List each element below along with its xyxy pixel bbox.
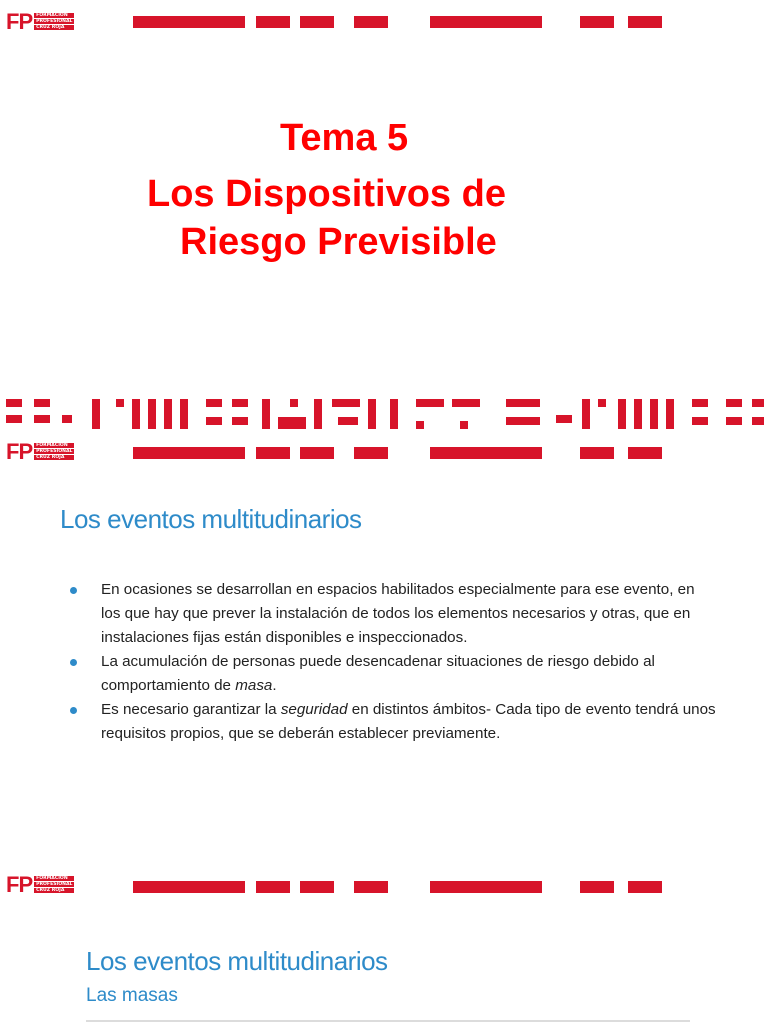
logo-tagline: FORMACIÓN PROFESIONAL CRUZ ROJA: [36, 443, 73, 460]
title-line-3: Riesgo Previsible: [180, 221, 497, 263]
section-subheading: Las masas: [86, 985, 178, 1006]
logo-mark: FP: [6, 872, 33, 897]
bullet-dot-icon: [70, 659, 77, 666]
logo-tagline: FORMACIÓN PROFESIONAL CRUZ ROJA: [36, 13, 73, 30]
bullet-item: Es necesario garantizar la seguridad en distintos ámbitos- Cada tipo de evento tendrá unos requisitos propios, que se deberán establecer previamente.: [68, 698, 718, 746]
fp-cruz-roja-logo: [6, 874, 74, 896]
title-line-1: Tema 5: [280, 117, 409, 159]
bullet-item: En ocasiones se desarrollan en espacios habilitados especialmente para ese evento, en los que hay que prever la instalación de todos los elementos necesarios y otras, que en instalaciones fijas están disponibles e inspeccionados.: [68, 578, 718, 650]
section-heading: Los eventos multitudinarios: [60, 504, 362, 534]
fp-cruz-roja-logo: [6, 11, 74, 33]
bullet-dot-icon: [70, 587, 77, 594]
section-heading: Los eventos multitudinarios: [86, 946, 388, 976]
logo-tagline: FORMACIÓN PROFESIONAL CRUZ ROJA: [36, 876, 73, 893]
logo-mark: FP: [6, 9, 33, 34]
divider-line: [86, 1020, 690, 1022]
logo-mark: FP: [6, 439, 33, 464]
slide-1: [0, 0, 768, 395]
fp-cruz-roja-logo: [6, 441, 74, 463]
bullet-list: [68, 578, 718, 746]
bullet-item: La acumulación de personas puede desencadenar situaciones de riesgo debido al comportamiento de masa.: [68, 650, 718, 698]
decorative-dash-pattern: [0, 395, 768, 437]
title-line-2: Los Dispositivos de: [147, 173, 506, 215]
bullet-dot-icon: [70, 707, 77, 714]
